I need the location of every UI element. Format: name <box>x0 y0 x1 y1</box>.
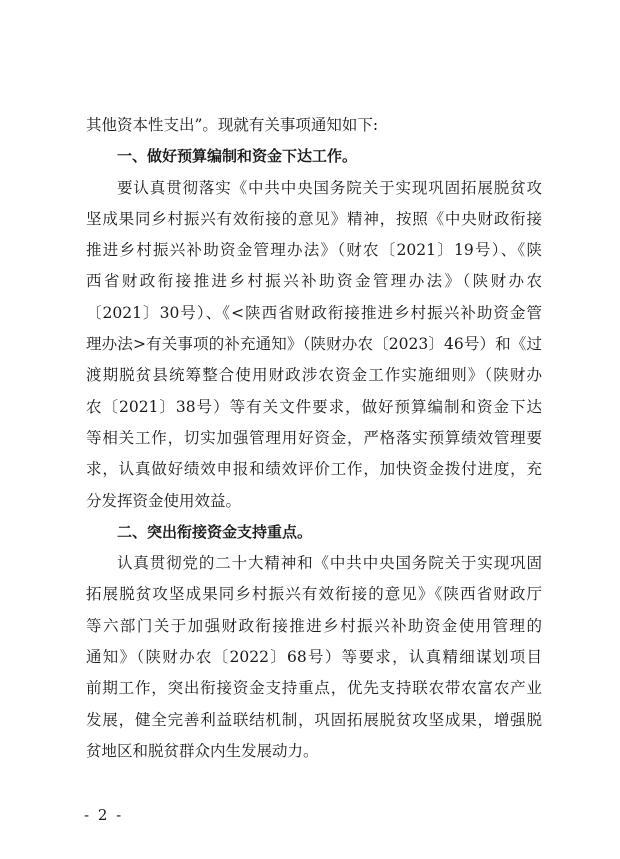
text-line: 渡期脱贫县统筹整合使用财政涉农资金工作实施细则》（陕财办 <box>86 366 542 385</box>
text-line: 〔2021〕30号）、《<陕西省财政衔接推进乡村振兴补助资金管 <box>86 303 542 322</box>
text-line: 前期工作，突出衔接资金支持重点，优先支持联农带农富农产业 <box>86 679 542 698</box>
text-line: 其他资本性支出”。现就有关事项通知如下: <box>86 116 379 134</box>
text-line: 理办法>有关事项的补充通知》（陕财办农〔2023〕46号）和《过 <box>86 335 542 354</box>
text-line: 分发挥资金使用效益。 <box>86 491 242 510</box>
text-line: 推进乡村振兴补助资金管理办法》（财农〔2021〕19号）、《陕 <box>86 241 542 260</box>
text-line: 拓展脱贫攻坚成果同乡村振兴有效衔接的意见》《陕西省财政厅 <box>86 585 542 604</box>
text-line: 等相关工作，切实加强管理用好资金，严格落实预算绩效管理要 <box>86 428 542 447</box>
text-line: 坚成果同乡村振兴有效衔接的意见》精神，按照《中央财政衔接 <box>86 209 542 228</box>
section-heading: 一、做好预算编制和资金下达工作。 <box>117 147 358 166</box>
text-line: 要认真贯彻落实《中共中央国务院关于实现巩固拓展脱贫攻 <box>117 178 542 197</box>
text-line: 西省财政衔接推进乡村振兴补助资金管理办法》（陕财办农 <box>86 272 542 291</box>
document-body <box>86 110 542 767</box>
text-line: 等六部门关于加强财政衔接推进乡村振兴补助资金使用管理的 <box>86 616 542 635</box>
section-heading: 二、突出衔接资金支持重点。 <box>117 522 313 541</box>
text-line: 农〔2021〕38号）等有关文件要求，做好预算编制和资金下达 <box>86 397 542 416</box>
text-line: 通知》（陕财办农〔2022〕68号）等要求，认真精细谋划项目 <box>86 648 542 667</box>
text-line: 发展，健全完善利益联结机制，巩固拓展脱贫攻坚成果，增强脱 <box>86 710 542 729</box>
page-number: - 2 - <box>84 806 124 824</box>
text-line: 贫地区和脱贫群众内生发展动力。 <box>86 741 319 760</box>
text-line: 认真贯彻党的二十大精神和《中共中央国务院关于实现巩固 <box>117 554 542 573</box>
text-line: 求，认真做好绩效申报和绩效评价工作，加快资金拨付进度，充 <box>86 460 542 479</box>
